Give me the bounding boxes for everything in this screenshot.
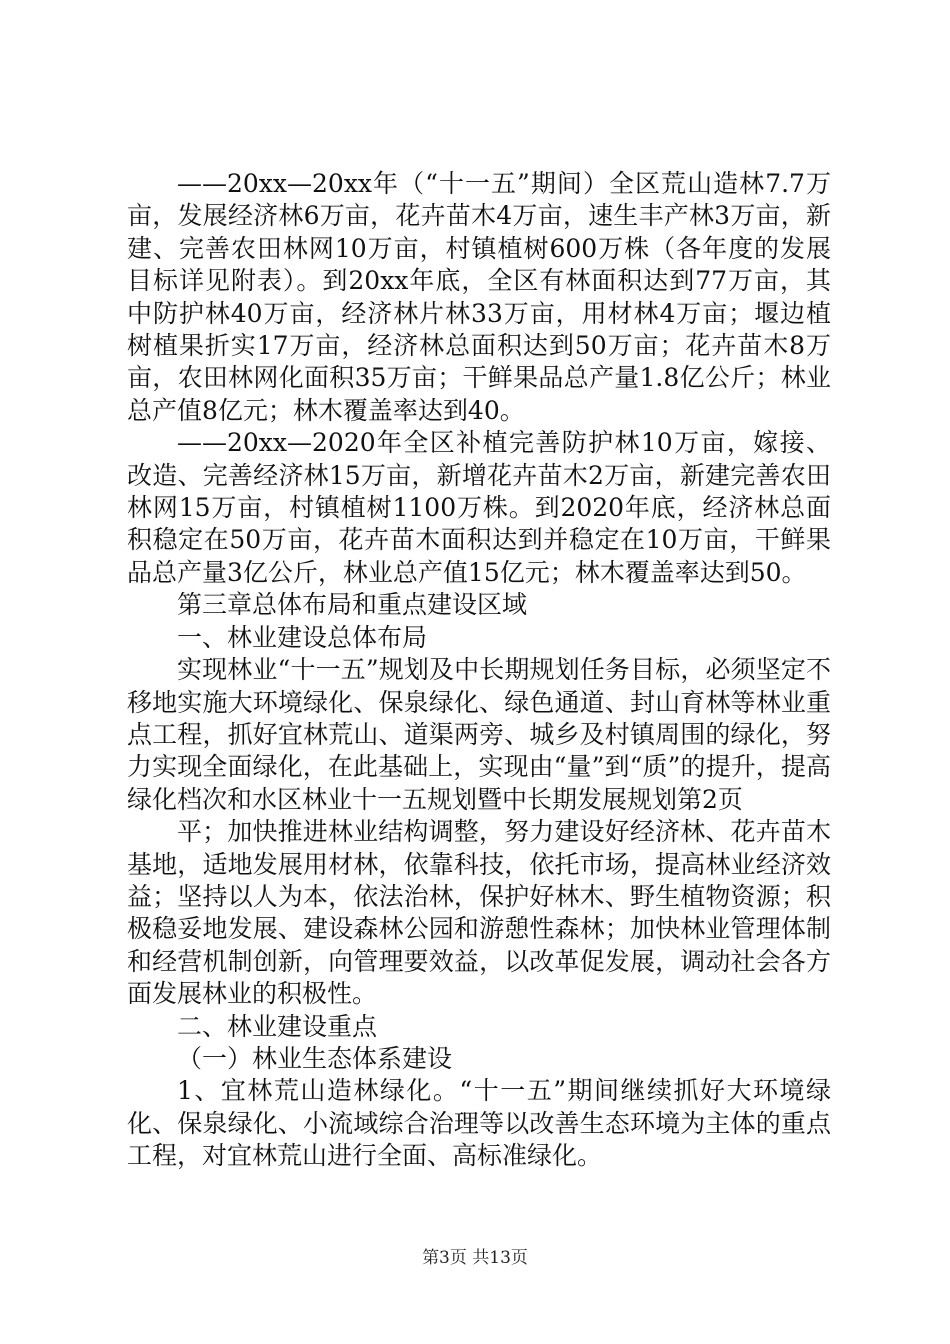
paragraph-layout-intro: 实现林业“十一五”规划及中长期规划任务目标，必须坚定不移地实施大环境绿化、保泉绿化、绿色通道、封山育林等林业重点工程，抓好宜林荒山、道渠两旁、城乡及村镇周围的绿化，努力实现全面绿化，在此基础上，实现由“量”到“质”的提升，提高绿化档次和水区林业十一五规划暨中长期发展规划第2页: [127, 655, 831, 814]
chapter-heading: 第三章总体布局和重点建设区域: [177, 590, 528, 620]
paragraph-target-2010: ——20xx—20xx年（“十一五”期间）全区荒山造林7.7万亩，发展经济林6万亩，花卉苗木4万亩，速生丰产林3万亩，新建、完善农田林网10万亩，村镇植树600万株（各年度的发展目标详见附表）。到20xx年底，全区有林面积达到77万亩，其中防护林40万亩，经济林片林33万亩，用材林4万亩；堰边植树植果折实17万亩，经济林总面积达到50万亩；花卉苗木8万亩，农田林网化面积35万亩；干鲜果品总产量1.8亿公斤；林业总产值8亿元；林木覆盖率达到40。: [127, 169, 831, 425]
paragraph-layout-continued: 平；加快推进林业结构调整，努力建设好经济林、花卉苗木基地，适地发展用材林，依靠科技，依托市场，提高林业经济效益；坚持以人为本，依法治林，保护好林木、野生植物资源；积极稳妥地发展、建设森林公园和游憩性森林；加快林业管理体制和经营机制创新，向管理要效益，以改革促发展，调动社会各方面发展林业的积极性。: [127, 817, 831, 1009]
paragraph-afforestation: 1、宜林荒山造林绿化。“十一五”期间继续抓好大环境绿化、保泉绿化、小流域综合治理等以改善生态环境为主体的重点工程，对宜林荒山进行全面、高标准绿化。: [127, 1076, 831, 1171]
section-heading-key-points: 二、林业建设重点: [177, 1011, 378, 1041]
page-footer: 第3页 共13页: [422, 1248, 528, 1268]
section-heading-layout: 一、林业建设总体布局: [177, 622, 428, 652]
document-body: [127, 168, 831, 1173]
subsection-heading-ecology: （一）林业生态体系建设: [177, 1043, 453, 1073]
paragraph-target-2020: ——20xx—2020年全区补植完善防护林10万亩，嫁接、改造、完善经济林15万亩，新增花卉苗木2万亩，新建完善农田林网15万亩，村镇植树1100万株。到2020年底，经济林总面积稳定在50万亩，花卉苗木面积达到并稳定在10万亩，干鲜果品总产量3亿公斤，林业总产值15亿元；林木覆盖率达到50。: [127, 428, 831, 587]
